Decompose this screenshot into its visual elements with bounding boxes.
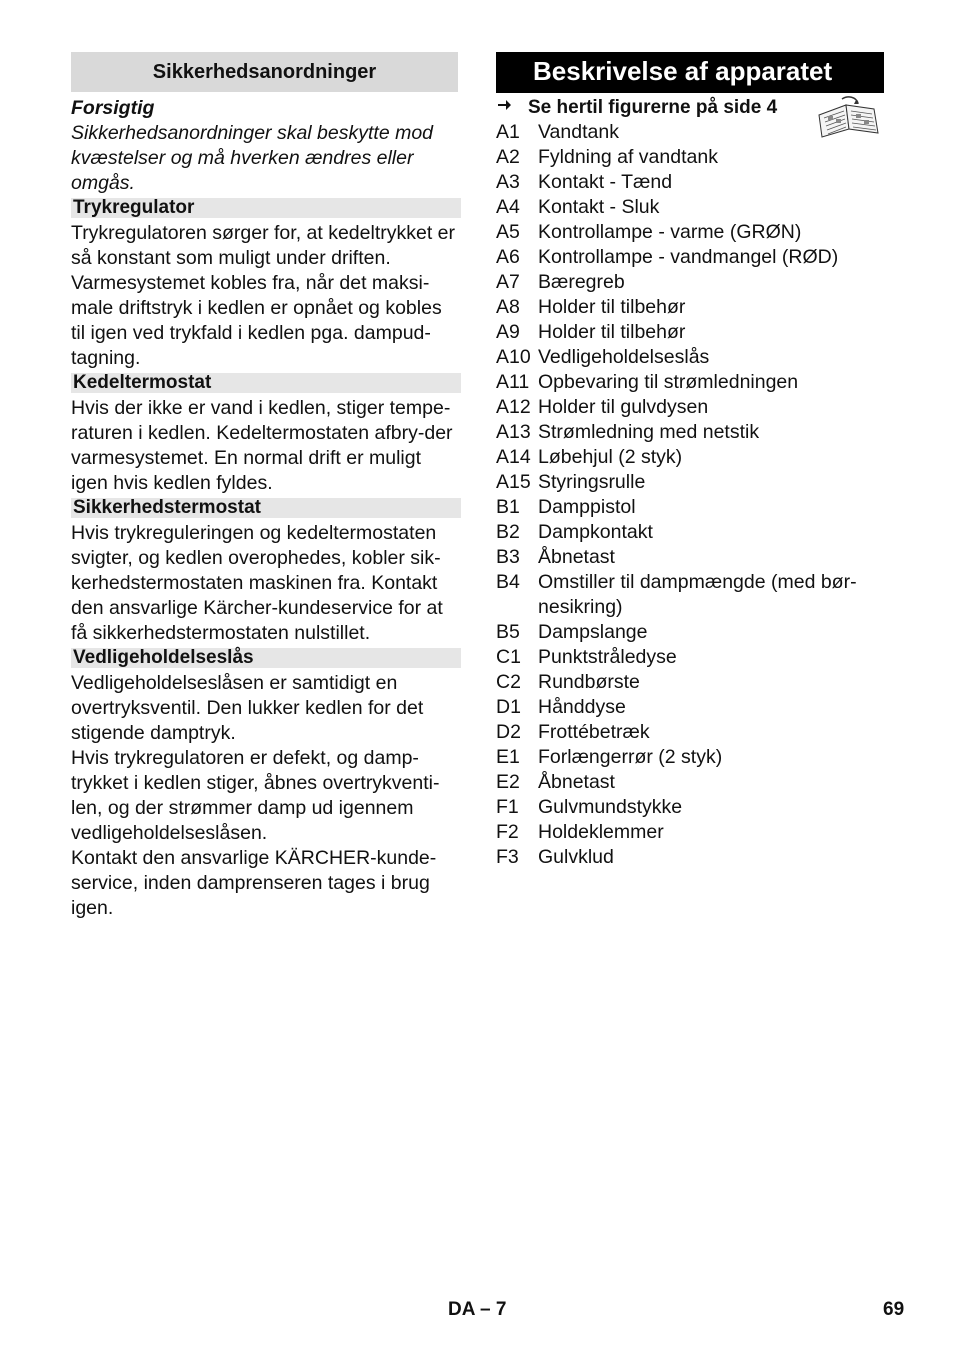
item-code: A13 bbox=[496, 421, 531, 443]
list-item bbox=[496, 495, 884, 520]
item-code: B5 bbox=[496, 621, 520, 643]
footer-section-label: DA – 7 bbox=[448, 1299, 507, 1320]
item-text: Fyldning af vandtank bbox=[538, 146, 718, 168]
left-column bbox=[71, 52, 461, 921]
caution-title: Forsigtig bbox=[71, 97, 155, 119]
list-item bbox=[496, 170, 884, 195]
list-item bbox=[496, 395, 884, 420]
item-code: A7 bbox=[496, 271, 520, 293]
paragraph: Hvis trykreguleringen og kedeltermostaten svigter, og kedlen overophedes, kobler sik-kerhedstermostaten maskinen fra. Kontakt den ansvarlige Kärcher-kundeservice for at få sikkerhedstermostaten nulstillet. bbox=[71, 522, 443, 644]
open-book-icon bbox=[816, 95, 882, 139]
page-number: 69 bbox=[883, 1299, 905, 1320]
item-code: F1 bbox=[496, 796, 519, 818]
item-code: D2 bbox=[496, 721, 521, 743]
item-code: E2 bbox=[496, 771, 520, 793]
item-code: A1 bbox=[496, 121, 520, 143]
item-text: Åbnetast bbox=[538, 771, 615, 793]
paragraph: Trykregulatoren sørger for, at kedeltrykket er så konstant som muligt under driften. Varmesystemet kobles fra, når det maksi-male driftstryk i kedlen er opnået og kobles til igen ved trykfald i kedlen pga. dampud-tagning. bbox=[71, 222, 456, 369]
item-text: Kontakt - Sluk bbox=[538, 196, 660, 218]
item-text: Holder til gulvdysen bbox=[538, 396, 709, 418]
list-item bbox=[496, 145, 884, 170]
list-item bbox=[496, 620, 884, 645]
list-item bbox=[496, 245, 884, 270]
list-item bbox=[496, 770, 884, 795]
list-item bbox=[496, 645, 884, 670]
item-code: A15 bbox=[496, 471, 531, 493]
item-code: C2 bbox=[496, 671, 521, 693]
item-text: Dampslange bbox=[538, 621, 648, 643]
list-item bbox=[496, 845, 884, 870]
subsection-pressure-regulator bbox=[71, 198, 461, 371]
item-text: Holder til tilbehør bbox=[538, 296, 686, 318]
list-item bbox=[496, 570, 884, 620]
item-text: Bæregreb bbox=[538, 271, 625, 293]
paragraph: Kontakt den ansvarlige KÄRCHER-kunde-service, inden damprenseren tages i brug igen. bbox=[71, 847, 437, 919]
list-item bbox=[496, 820, 884, 845]
list-item bbox=[496, 270, 884, 295]
figure-reference bbox=[496, 95, 884, 120]
list-item bbox=[496, 720, 884, 745]
item-code: A5 bbox=[496, 221, 520, 243]
paragraph: Vedligeholdelseslåsen er samtidigt en overtryksventil. Den lukker kedlen for det stigende damptryk. bbox=[71, 672, 424, 744]
subsection-title: Kedeltermostat bbox=[71, 373, 461, 393]
list-item bbox=[496, 695, 884, 720]
item-text: Løbehjul (2 styk) bbox=[538, 446, 683, 468]
item-text: Punktstråledyse bbox=[538, 646, 677, 668]
list-item bbox=[496, 370, 884, 395]
item-text: Rundbørste bbox=[538, 671, 640, 693]
item-code: A9 bbox=[496, 321, 520, 343]
item-text: Vandtank bbox=[538, 121, 619, 143]
item-text: Gulvklud bbox=[538, 846, 614, 868]
item-code: A4 bbox=[496, 196, 520, 218]
item-text: Damppistol bbox=[538, 496, 636, 518]
item-code: C1 bbox=[496, 646, 521, 668]
list-item bbox=[496, 445, 884, 470]
item-text: Holdeklemmer bbox=[538, 821, 664, 843]
subsection-title: Trykregulator bbox=[71, 198, 461, 218]
subsection-maintenance-lock bbox=[71, 648, 461, 921]
item-code: A8 bbox=[496, 296, 520, 318]
item-text: Kontrollampe - vandmangel (RØD) bbox=[538, 246, 839, 268]
list-item bbox=[496, 520, 884, 545]
item-text: Omstiller til dampmængde (med bør-nesikring) bbox=[538, 571, 857, 618]
section-heading-safety-devices: Sikkerhedsanordninger bbox=[71, 52, 458, 92]
subsection-title: Sikkerhedstermostat bbox=[71, 498, 461, 518]
item-code: F3 bbox=[496, 846, 519, 868]
item-text: Kontakt - Tænd bbox=[538, 171, 673, 193]
figure-reference-text: Se hertil figurerne på side 4 bbox=[528, 97, 778, 118]
list-item bbox=[496, 320, 884, 345]
item-text: Opbevaring til strømledningen bbox=[538, 371, 799, 393]
item-code: B1 bbox=[496, 496, 520, 518]
list-item bbox=[496, 345, 884, 370]
arrow-right-icon bbox=[496, 95, 528, 120]
list-item bbox=[496, 220, 884, 245]
item-code: A12 bbox=[496, 396, 531, 418]
paragraph: Hvis der ikke er vand i kedlen, stiger tempe-raturen i kedlen. Kedeltermostaten afbry-der varmesystemet. En normal drift er muligt igen hvis kedlen fyldes. bbox=[71, 397, 453, 494]
item-code: B3 bbox=[496, 546, 520, 568]
item-code: E1 bbox=[496, 746, 520, 768]
list-item bbox=[496, 295, 884, 320]
item-text: Styringsrulle bbox=[538, 471, 646, 493]
item-code: D1 bbox=[496, 696, 521, 718]
list-item bbox=[496, 795, 884, 820]
item-text: Gulvmundstykke bbox=[538, 796, 683, 818]
list-item bbox=[496, 670, 884, 695]
subsection-safety-thermostat bbox=[71, 498, 461, 646]
item-code: B4 bbox=[496, 571, 520, 593]
item-text: Vedligeholdelseslås bbox=[538, 346, 710, 368]
list-item bbox=[496, 195, 884, 220]
section-heading-device-description: Beskrivelse af apparatet bbox=[496, 52, 884, 93]
subsection-boiler-thermostat bbox=[71, 373, 461, 496]
item-text: Hånddyse bbox=[538, 696, 626, 718]
item-text: Frottébetræk bbox=[538, 721, 650, 743]
list-item bbox=[496, 745, 884, 770]
item-text: Kontrollampe - varme (GRØN) bbox=[538, 221, 802, 243]
item-text: Holder til tilbehør bbox=[538, 321, 686, 343]
item-code: A10 bbox=[496, 346, 531, 368]
item-text: Dampkontakt bbox=[538, 521, 653, 543]
item-text: Åbnetast bbox=[538, 546, 615, 568]
item-code: A3 bbox=[496, 171, 520, 193]
list-item bbox=[496, 545, 884, 570]
item-code: F2 bbox=[496, 821, 519, 843]
right-column bbox=[496, 52, 884, 870]
list-item bbox=[496, 420, 884, 445]
paragraph: Hvis trykregulatoren er defekt, og damp-trykket i kedlen stiger, åbnes overtrykventi-len, og der strømmer damp ud igennem vedligeholdelseslåsen. bbox=[71, 747, 440, 844]
subsection-title: Vedligeholdelseslås bbox=[71, 648, 461, 668]
item-code: A14 bbox=[496, 446, 531, 468]
item-code: A11 bbox=[496, 371, 530, 393]
list-item bbox=[496, 470, 884, 495]
item-code: B2 bbox=[496, 521, 520, 543]
item-code: A6 bbox=[496, 246, 520, 268]
item-text: Strømledning med netstik bbox=[538, 421, 760, 443]
caution-text: Sikkerhedsanordninger skal beskytte mod kvæstelser og må hverken ændres eller omgås. bbox=[71, 122, 434, 194]
item-code: A2 bbox=[496, 146, 520, 168]
parts-legend bbox=[496, 120, 884, 870]
item-text: Forlængerrør (2 styk) bbox=[538, 746, 723, 768]
